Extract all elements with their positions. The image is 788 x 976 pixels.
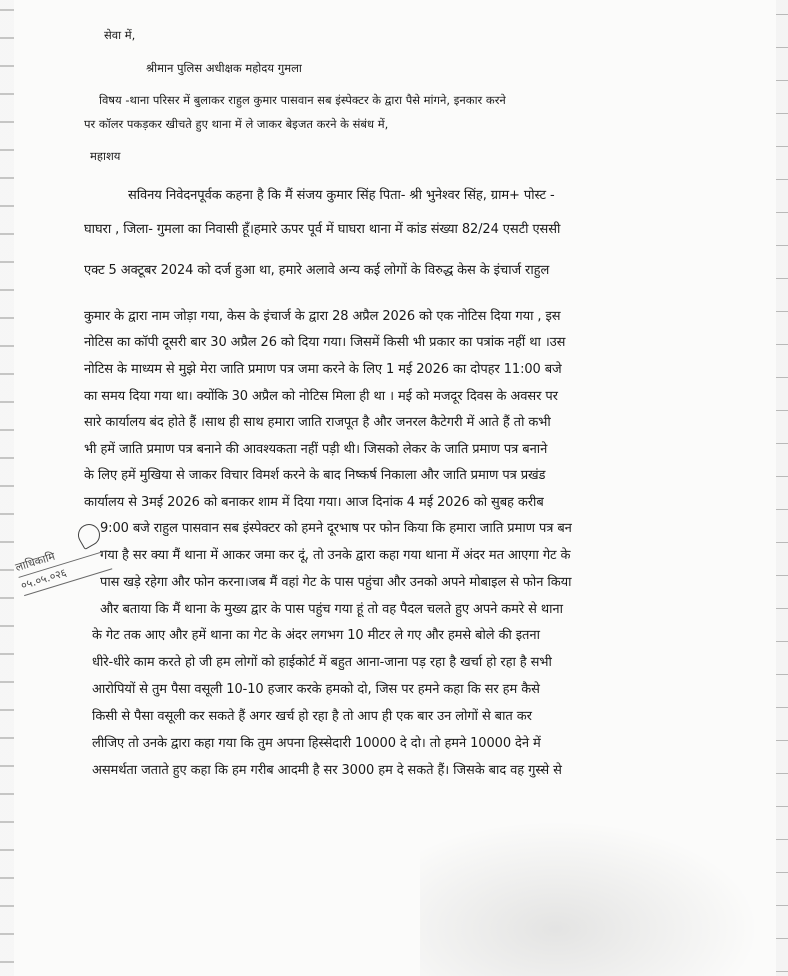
body-line: धीरे-धीरे काम करते हो जी हम लोगों को हाईकोर्ट में बहुत आना-जाना पड़ रहा है खर्चा हो रहा है सभी	[92, 655, 552, 670]
subject-line-1: विषय -थाना परिसर में बुलाकर राहुल कुमार पासवान सब इंस्पेक्टर के द्वारा पैसे मांगने, इनकार करने	[99, 93, 506, 107]
body-line: 9:00 बजे राहुल पासवान सब इंस्पेक्टर को हमने दूरभाष पर फोन किया कि हमारा जाति प्रमाण पत्र बन	[100, 521, 572, 536]
body-line: भी हमें जाति प्रमाण पत्र बनाने की आवश्यकता नहीं पड़ी थी। जिसको लेकर के जाति प्रमाण पत्र बनाने	[84, 442, 548, 457]
stamp-line-1: लाधिकामि	[13, 533, 107, 578]
body-line: के गेट तक आए और हमें थाना का गेट के अंदर लगभग 10 मीटर ले गए और हमसे बोले की इतना	[92, 628, 540, 643]
body-line: सारे कार्यालय बंद होते हैं ।साथ ही साथ हमारा जाति राजपूत है और जनरल कैटेगरी में आते हैं तो कभी	[84, 415, 551, 430]
body-line: असमर्थता जताते हुए कहा कि हम गरीब आदमी है सर 3000 हम दे सकते हैं। जिसके बाद वह गुस्से से	[92, 763, 562, 778]
body-line: नोटिस का कॉपी दूसरी बार 30 अप्रैल 26 को दिया गया। जिसमें किसी भी प्रकार का पत्रांक नहीं था ।उस	[84, 335, 566, 350]
scan-edge-right	[776, 0, 788, 976]
salutation-to: सेवा में,	[104, 28, 136, 42]
stamp-date: ०५.०५.०२६	[19, 551, 113, 596]
body-line: पास खड़े रहेगा और फोन करना।जब मैं वहां गेट के पास पहुंचा और उनको अपने मोबाइल से फोन किया	[100, 575, 572, 590]
body-line: के लिए हमें मुखिया से जाकर विचार विमर्श करने के बाद निष्कर्ष निकाला और जाति प्रमाण पत्र प्रखंड	[84, 468, 546, 483]
body-line: का समय दिया गया था। क्योंकि 30 अप्रैल को नोटिस मिला ही था । मई को मजदूर दिवस के अवसर पर	[84, 389, 558, 404]
body-line: सविनय निवेदनपूर्वक कहना है कि मैं संजय कुमार सिंह पिता- श्री भुनेश्वर सिंह, ग्राम+ पोस्ट -	[128, 188, 555, 203]
recipient-line: श्रीमान पुलिस अधीक्षक महोदय गुमला	[146, 61, 302, 75]
body-line: गया है सर क्या मैं थाना में आकर जमा कर दूं, तो उनके द्वारा कहा गया थाना में अंदर मत आएगा गेट के	[100, 548, 571, 563]
body-line: आरोपियों से तुम पैसा वसूली 10-10 हजार करके हमको दो, जिस पर हमने कहा कि सर हम कैसे	[92, 682, 540, 697]
body-line: किसी से पैसा वसूली कर सकते हैं अगर खर्च हो रहा है तो आप ही एक बार उन लोगों से बात कर	[92, 709, 532, 724]
scan-edge-left	[0, 0, 14, 976]
scan-stain	[420, 820, 760, 976]
body-line: नोटिस के माध्यम से मुझे मेरा जाति प्रमाण पत्र जमा करने के लिए 1 मई 2026 का दोपहर 11:00 बजे	[84, 362, 562, 377]
body-line: कुमार के द्वारा नाम जोड़ा गया, केस के इंचार्ज के द्वारा 28 अप्रैल 2026 को एक नोटिस दिया गया , इस	[84, 309, 561, 324]
body-line: कार्यालय से 3मई 2026 को बनाकर शाम में दिया गया। आज दिनांक 4 मई 2026 को सुबह करीब	[84, 495, 544, 510]
body-line: और बताया कि मैं थाना के मुख्य द्वार के पास पहुंच गया हूं तो वह पैदल चलते हुए अपने कमरे से थाना	[100, 602, 563, 617]
subject-line-2: पर कॉलर पकड़कर खीचते हुए थाना में ले जाकर बेइजत करने के संबंध में,	[84, 117, 389, 131]
body-line: एक्ट 5 अक्टूबर 2024 को दर्ज हुआ था, हमारे अलावे अन्य कई लोगों के विरुद्ध केस के इंचार्ज राहुल	[84, 263, 550, 278]
body-line: लीजिए तो उनके द्वारा कहा गया कि तुम अपना हिस्सेदारी 10000 दे दो। तो हमने 10000 देने में	[92, 736, 541, 751]
greeting: महाशय	[90, 149, 121, 163]
body-line: घाघरा , जिला- गुमला का निवासी हूँ।हमारे ऊपर पूर्व में घाघरा थाना में कांड संख्या 82/24 एसटी एससी	[84, 222, 561, 237]
